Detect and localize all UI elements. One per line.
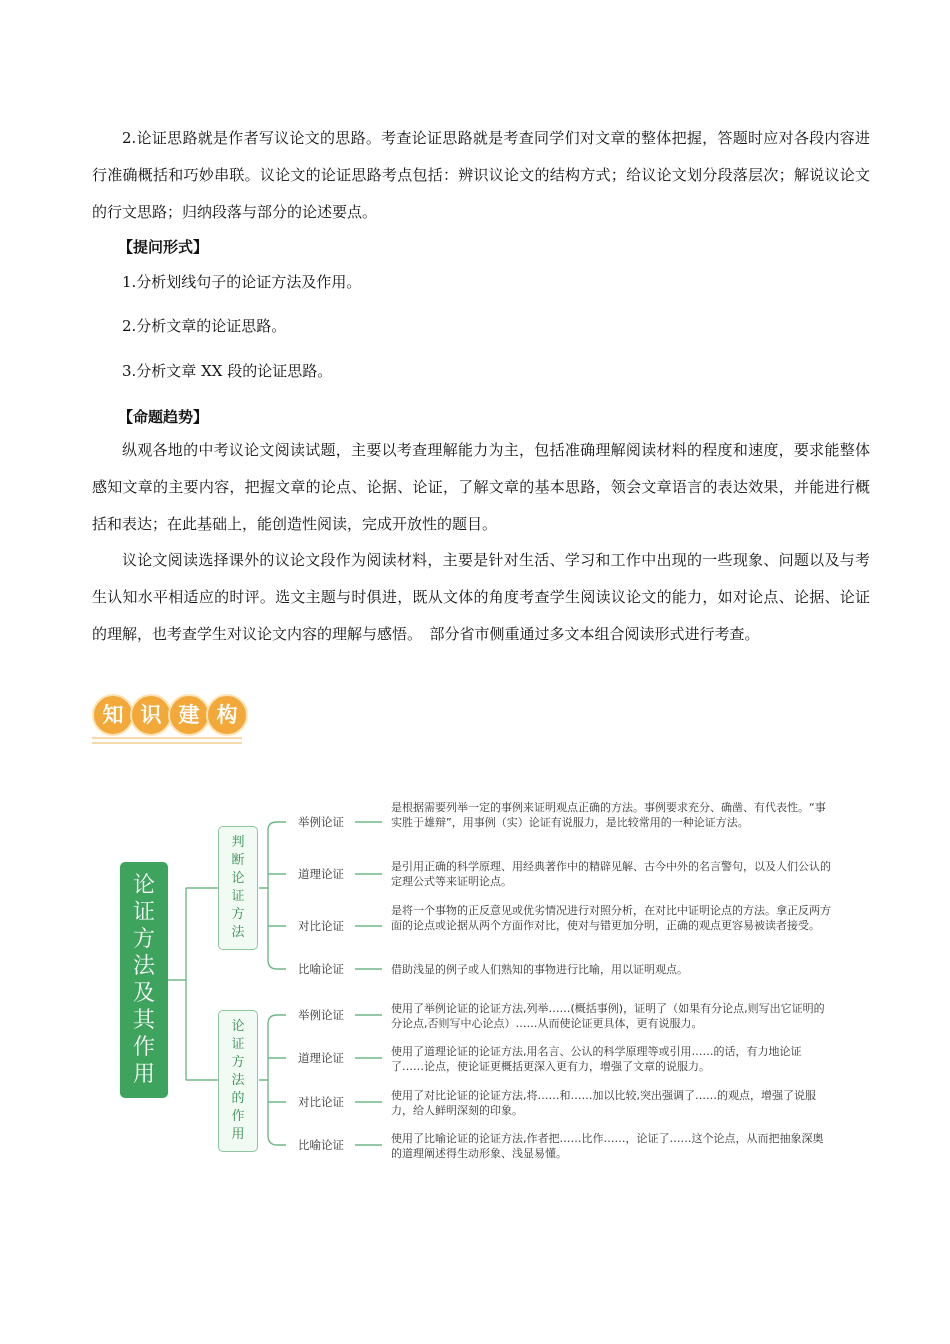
badge-char: 建 — [168, 694, 210, 736]
badge-char: 构 — [206, 694, 248, 736]
question-item-1: 1.分析划线句子的论证方法及作用。 — [122, 273, 362, 291]
question-item-3: 3.分析文章 XX 段的论证思路。 — [122, 362, 333, 380]
leaf-label: 对比论证 — [298, 919, 344, 933]
mindmap-category-effect — [218, 1010, 258, 1152]
badge-char: 识 — [130, 694, 172, 736]
leaf-label: 比喻论证 — [298, 1138, 344, 1152]
leaf-description: 使用了对比论证的论证方法,将……和……加以比较,突出强调了……的观点，增强了说服力，给人鲜明深刻的印象。 — [391, 1089, 816, 1117]
leaf-label: 对比论证 — [298, 1095, 344, 1109]
badge-char: 知 — [92, 694, 134, 736]
leaf-label: 举例论证 — [298, 815, 344, 829]
root-char: 作 — [132, 1035, 155, 1060]
heading-trend: 【命题趋势】 — [118, 408, 209, 426]
leaf-label: 道理论证 — [298, 1051, 344, 1065]
leaf-label: 比喻论证 — [298, 962, 344, 976]
root-char: 用 — [132, 1062, 155, 1087]
heading-question-form: 【提问形式】 — [118, 238, 209, 256]
leaf-description: 是将一个事物的正反意见或优劣情况进行对照分析，在对比中证明论点的方法。拿正反两方面的论点或论据从两个方面作对比，使对与错更加分明，正确的观点更容易被读者接受。 — [391, 904, 831, 932]
root-char: 其 — [132, 1008, 155, 1033]
cat-char: 法 — [231, 925, 245, 940]
cat-char: 方 — [231, 1055, 245, 1070]
cat-char: 断 — [231, 853, 245, 868]
leaf-description: 借助浅显的例子或人们熟知的事物进行比喻，用以证明观点。 — [391, 963, 688, 976]
leaf-description: 使用了比喻论证的论证方法,作者把……比作……，论证了……这个论点，从而把抽象深奥的道理阐述得生动形象、浅显易懂。 — [391, 1132, 824, 1160]
paragraph-trend-2: 议论文阅读选择课外的议论文段作为阅读材料，主要是针对生活、学习和工作中出现的一些现象、问题以及与考生认知水平相适应的时评。选文主题与时俱进，既从文体的角度考查学生阅读议论文的能力，如对论点、论据、论证的理解，也考查学生对议论文内容的理解与感悟。 部分省市侧重通过多文本组合阅读形式进行考查。 — [92, 551, 870, 643]
cat-char: 论 — [231, 871, 245, 886]
cat-char: 证 — [231, 1037, 245, 1052]
leaf-description: 是引用正确的科学原理、用经典著作中的精辟见解、古今中外的名言警句，以及人们公认的定理公式等来证明论点。 — [391, 860, 831, 888]
mindmap-category-judge — [218, 826, 258, 950]
leaf-label: 举例论证 — [298, 1008, 344, 1022]
leaf-label: 道理论证 — [298, 867, 344, 881]
cat-char: 判 — [231, 835, 245, 850]
cat-char: 论 — [231, 1019, 245, 1034]
root-char: 法 — [132, 954, 155, 979]
leaf-description: 使用了道理论证的论证方法,用名言、公认的科学原理等或引用……的话，有力地论证了……论点，使论证更概括更深入更有力，增强了文章的说服力。 — [391, 1045, 802, 1073]
cat-char: 方 — [231, 907, 245, 922]
paragraph-trend-1: 纵观各地的中考议论文阅读试题，主要以考查理解能力为主，包括准确理解阅读材料的程度和速度，要求能整体感知文章的主要内容，把握文章的论点、论据、论证，了解文章的基本思路，领会文章语言的表达效果，并能进行概括和表达；在此基础上，能创造性阅读，完成开放性的题目。 — [92, 441, 870, 533]
cat-char: 作 — [231, 1109, 245, 1124]
root-char: 论 — [132, 873, 155, 898]
cat-char: 证 — [231, 889, 245, 904]
paragraph-argument-thinking: 2.论证思路就是作者写议论文的思路。考查论证思路就是考查同学们对文章的整体把握，答题时应对各段内容进行准确概括和巧妙串联。议论文的论证思路考点包括：辨识议论文的结构方式；给议论文划分段落层次；解说议论文的行文思路；归纳段落与部分的论述要点。 — [92, 129, 870, 221]
root-char: 方 — [132, 927, 155, 952]
leaf-description: 是根据需要列举一定的事例来证明观点正确的方法。事例要求充分、确凿、有代表性。“事实胜于雄辩”，用事例（实）论证有说服力，是比较常用的一种论证方法。 — [391, 801, 826, 829]
mindmap-root — [120, 862, 168, 1098]
leaf-description: 使用了举例论证的论证方法,列举……(概括事例)，证明了（如果有分论点,则写出它证明的分论点,否则写中心论点）……从而使论证更具体，更有说服力。 — [391, 1002, 825, 1030]
root-char: 证 — [132, 900, 155, 925]
cat-char: 用 — [231, 1127, 245, 1142]
cat-char: 的 — [231, 1091, 245, 1106]
root-char: 及 — [132, 981, 155, 1006]
question-item-2: 2.分析文章的论证思路。 — [122, 317, 287, 335]
cat-char: 法 — [231, 1073, 245, 1088]
